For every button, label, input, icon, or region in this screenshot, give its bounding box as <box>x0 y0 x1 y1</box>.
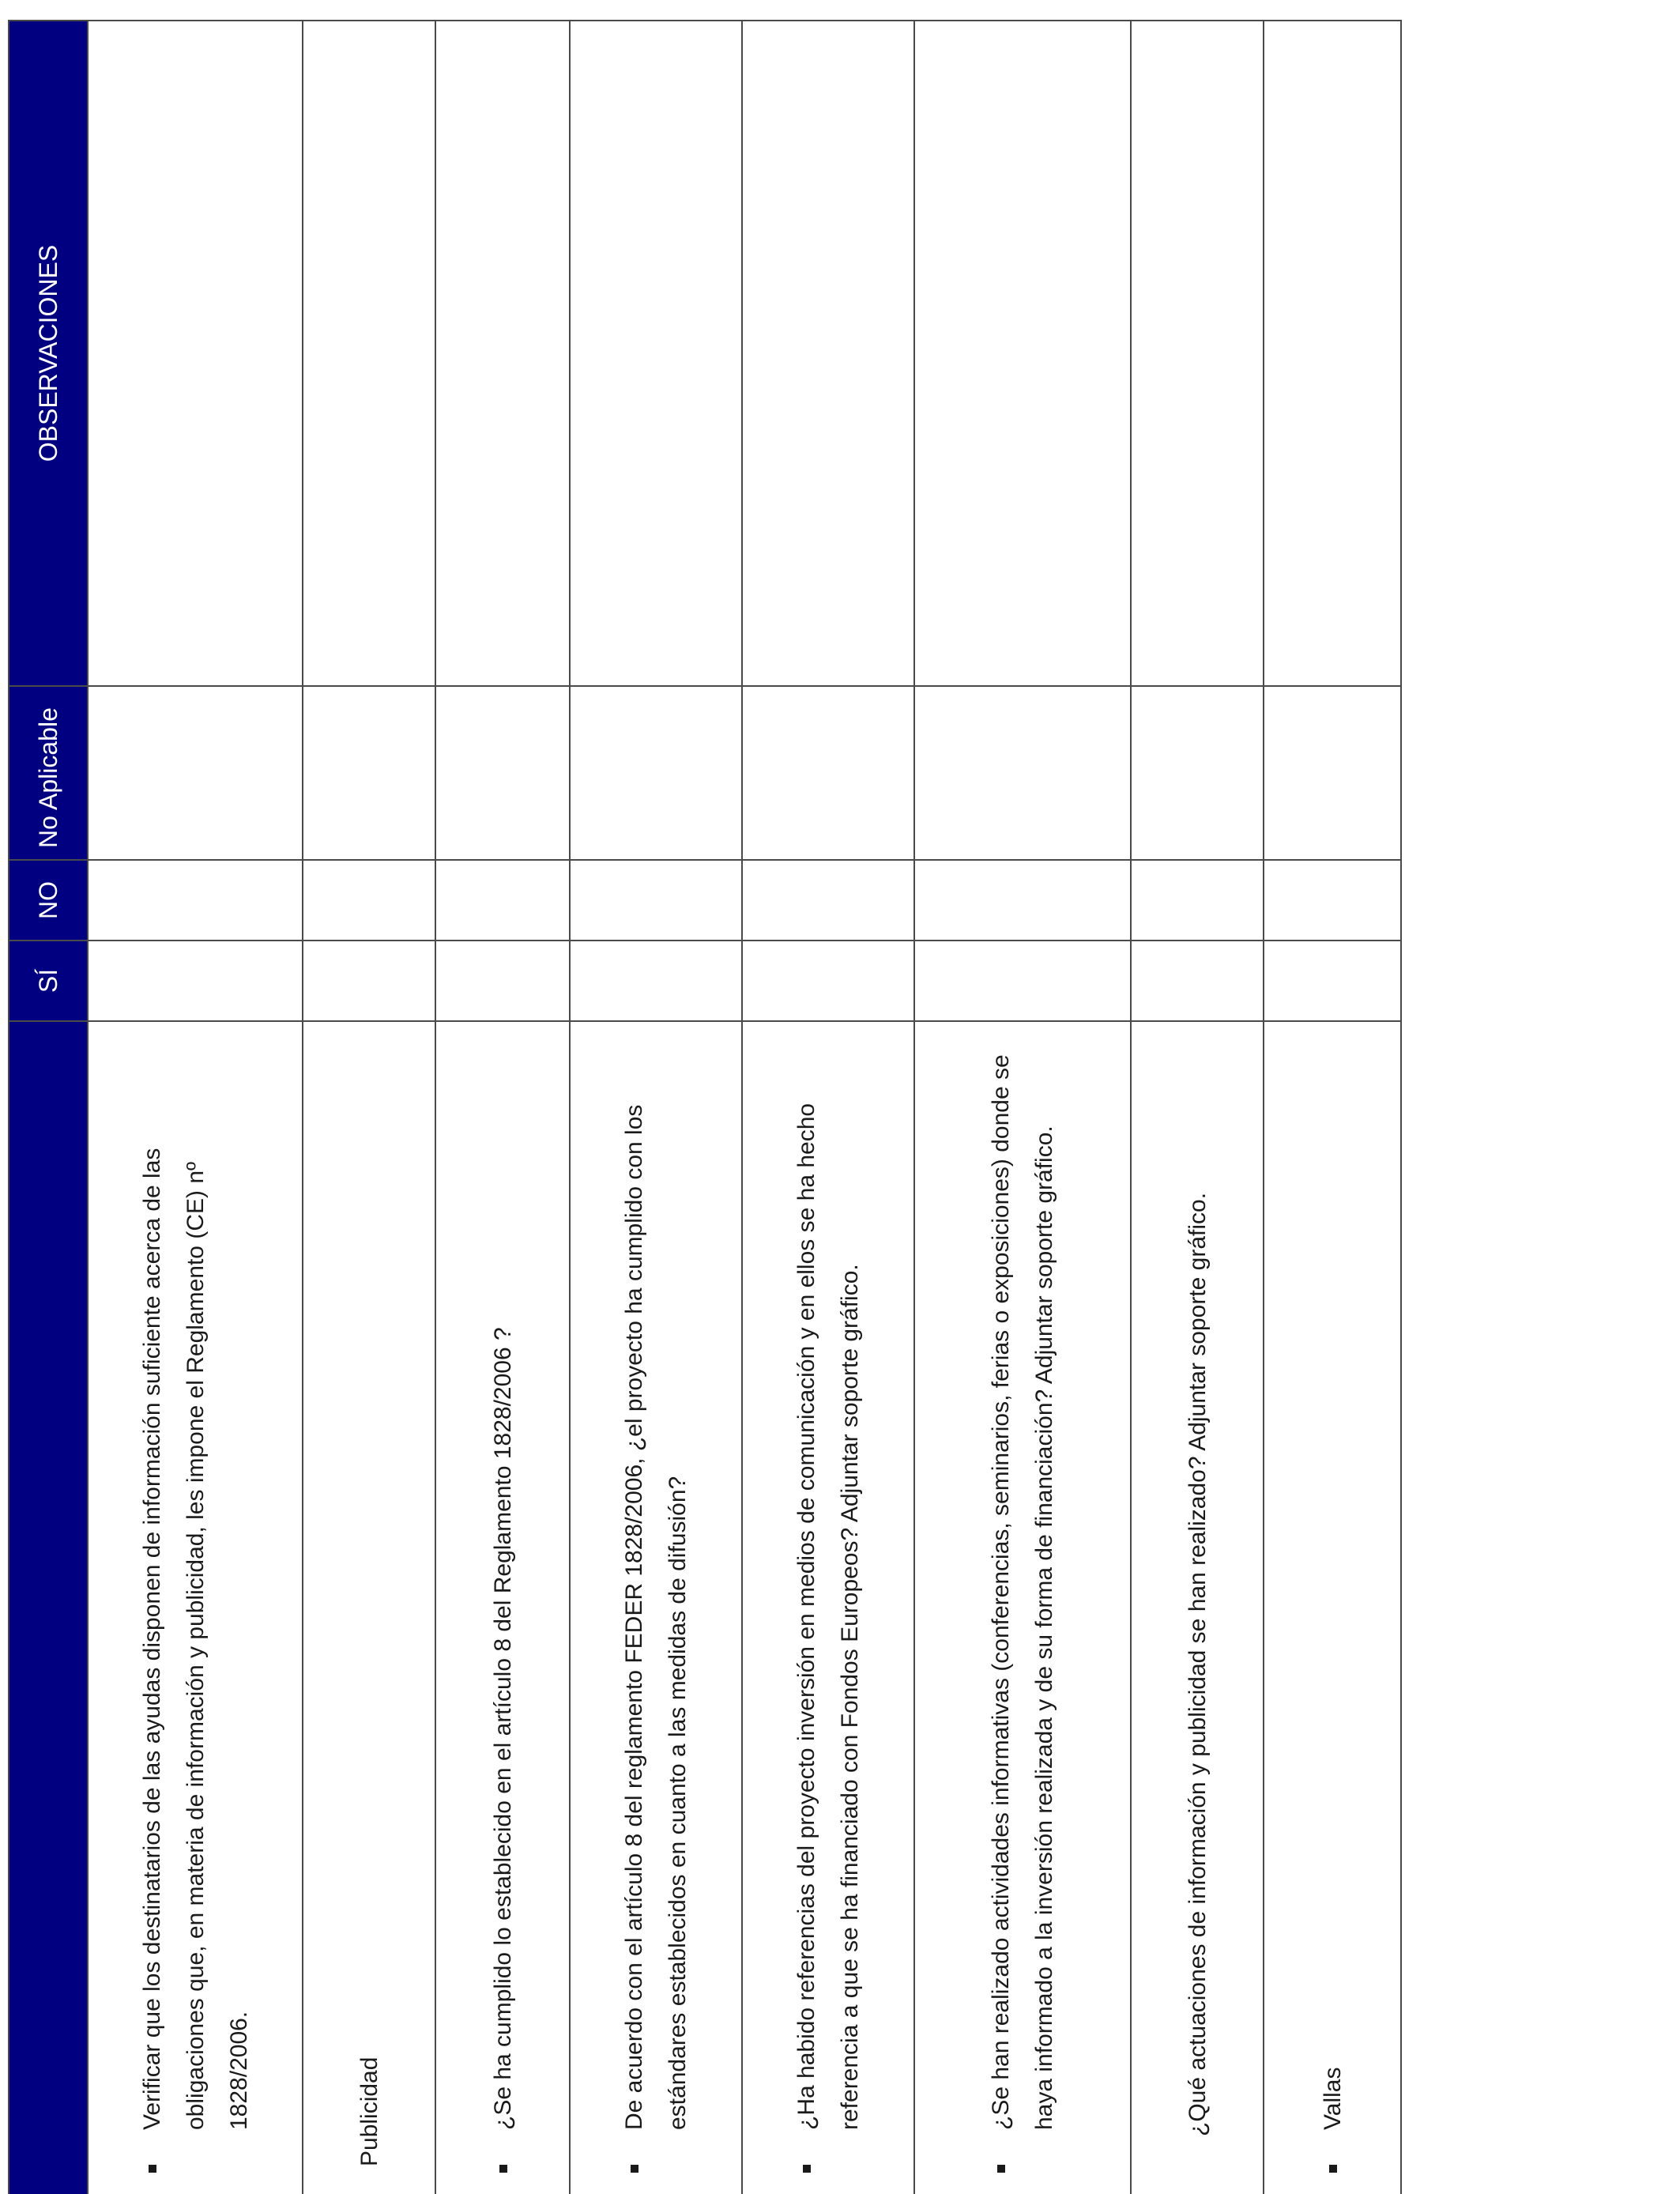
bullet-icon <box>499 2165 507 2173</box>
table-row <box>742 21 914 2194</box>
no-cell[interactable] <box>742 860 914 941</box>
observaciones-cell[interactable] <box>303 21 435 686</box>
publicity-checklist-table <box>8 20 1402 2194</box>
si-cell[interactable] <box>303 941 435 1021</box>
question-cell <box>914 1021 1131 2194</box>
header-no: NO <box>9 860 88 941</box>
no-cell[interactable] <box>435 860 570 941</box>
table-row <box>303 21 435 2194</box>
question-cell <box>742 1021 914 2194</box>
observaciones-cell[interactable] <box>1264 21 1401 686</box>
header-observaciones: OBSERVACIONES <box>9 21 88 686</box>
bullet-icon <box>803 2165 811 2173</box>
no-cell[interactable] <box>303 860 435 941</box>
question-cell <box>1131 1021 1264 2194</box>
no-aplicable-cell[interactable] <box>914 686 1131 860</box>
table-row <box>1264 21 1401 2194</box>
rotated-checklist-page <box>8 21 1400 2194</box>
question-text: Verificar que los destinatarios de las ayudas disponen de información suficiente acerca de las obligaciones que, en materia de información y publicidad, les impone el Reglamento (CE) nº 1828/2006. <box>138 1148 252 2130</box>
table-row <box>1131 21 1264 2194</box>
observaciones-cell[interactable] <box>742 21 914 686</box>
observaciones-cell[interactable] <box>88 21 303 686</box>
no-aplicable-cell[interactable] <box>570 686 742 860</box>
header-question <box>9 1021 88 2194</box>
observaciones-cell[interactable] <box>570 21 742 686</box>
question-cell <box>88 1021 303 2194</box>
si-cell[interactable] <box>914 941 1131 1021</box>
si-cell[interactable] <box>88 941 303 1021</box>
bullet-icon <box>997 2165 1005 2173</box>
header-no-aplicable: No Aplicable <box>9 686 88 860</box>
no-aplicable-cell[interactable] <box>1264 686 1401 860</box>
no-aplicable-cell[interactable] <box>435 686 570 860</box>
observaciones-cell[interactable] <box>1131 21 1264 686</box>
observaciones-cell[interactable] <box>914 21 1131 686</box>
bullet-icon <box>631 2165 638 2173</box>
bullet-icon <box>1329 2165 1337 2173</box>
si-cell[interactable] <box>570 941 742 1021</box>
question-text: ¿Qué actuaciones de información y publicidad se han realizado? Adjuntar soporte gráfico. <box>1184 1192 1211 2136</box>
question-text: ¿Ha habido referencias del proyecto inversión en medios de comunicación y en ellos se ha hecho referencia a que se ha financiado con Fondos Europeos? Adjuntar soporte gráfico. <box>793 1103 863 2130</box>
table-row <box>435 21 570 2194</box>
question-text: Vallas <box>1319 2067 1346 2130</box>
question-cell <box>570 1021 742 2194</box>
si-cell[interactable] <box>742 941 914 1021</box>
observaciones-cell[interactable] <box>435 21 570 686</box>
question-text: ¿Se ha cumplido lo establecido en el artículo 8 del Reglamento 1828/2006 ? <box>489 1327 516 2130</box>
no-aplicable-cell[interactable] <box>303 686 435 860</box>
si-cell[interactable] <box>1264 941 1401 1021</box>
no-cell[interactable] <box>88 860 303 941</box>
section-title: Publicidad <box>356 2056 382 2166</box>
no-cell[interactable] <box>570 860 742 941</box>
no-aplicable-cell[interactable] <box>1131 686 1264 860</box>
no-cell[interactable] <box>1264 860 1401 941</box>
si-cell[interactable] <box>1131 941 1264 1021</box>
header-si: SÍ <box>9 941 88 1021</box>
question-text: De acuerdo con el artículo 8 del reglamento FEDER 1828/2006, ¿el proyecto ha cumplido con los estándares establecidos en cuanto a las medidas de difusión? <box>621 1104 691 2130</box>
table-row <box>914 21 1131 2194</box>
table-row <box>570 21 742 2194</box>
bullet-icon <box>149 2165 156 2173</box>
no-aplicable-cell[interactable] <box>88 686 303 860</box>
table-row <box>88 21 303 2194</box>
header-row <box>9 21 88 2194</box>
question-cell <box>435 1021 570 2194</box>
no-cell[interactable] <box>914 860 1131 941</box>
question-cell <box>303 1021 435 2194</box>
question-text: ¿Se han realizado actividades informativas (conferencias, seminarios, ferias o exposiciones) donde se haya informado a la inversión realizada y de su forma de financiación? Adjuntar soporte gráfico. <box>988 1054 1057 2130</box>
no-aplicable-cell[interactable] <box>742 686 914 860</box>
question-cell <box>1264 1021 1401 2194</box>
si-cell[interactable] <box>435 941 570 1021</box>
no-cell[interactable] <box>1131 860 1264 941</box>
